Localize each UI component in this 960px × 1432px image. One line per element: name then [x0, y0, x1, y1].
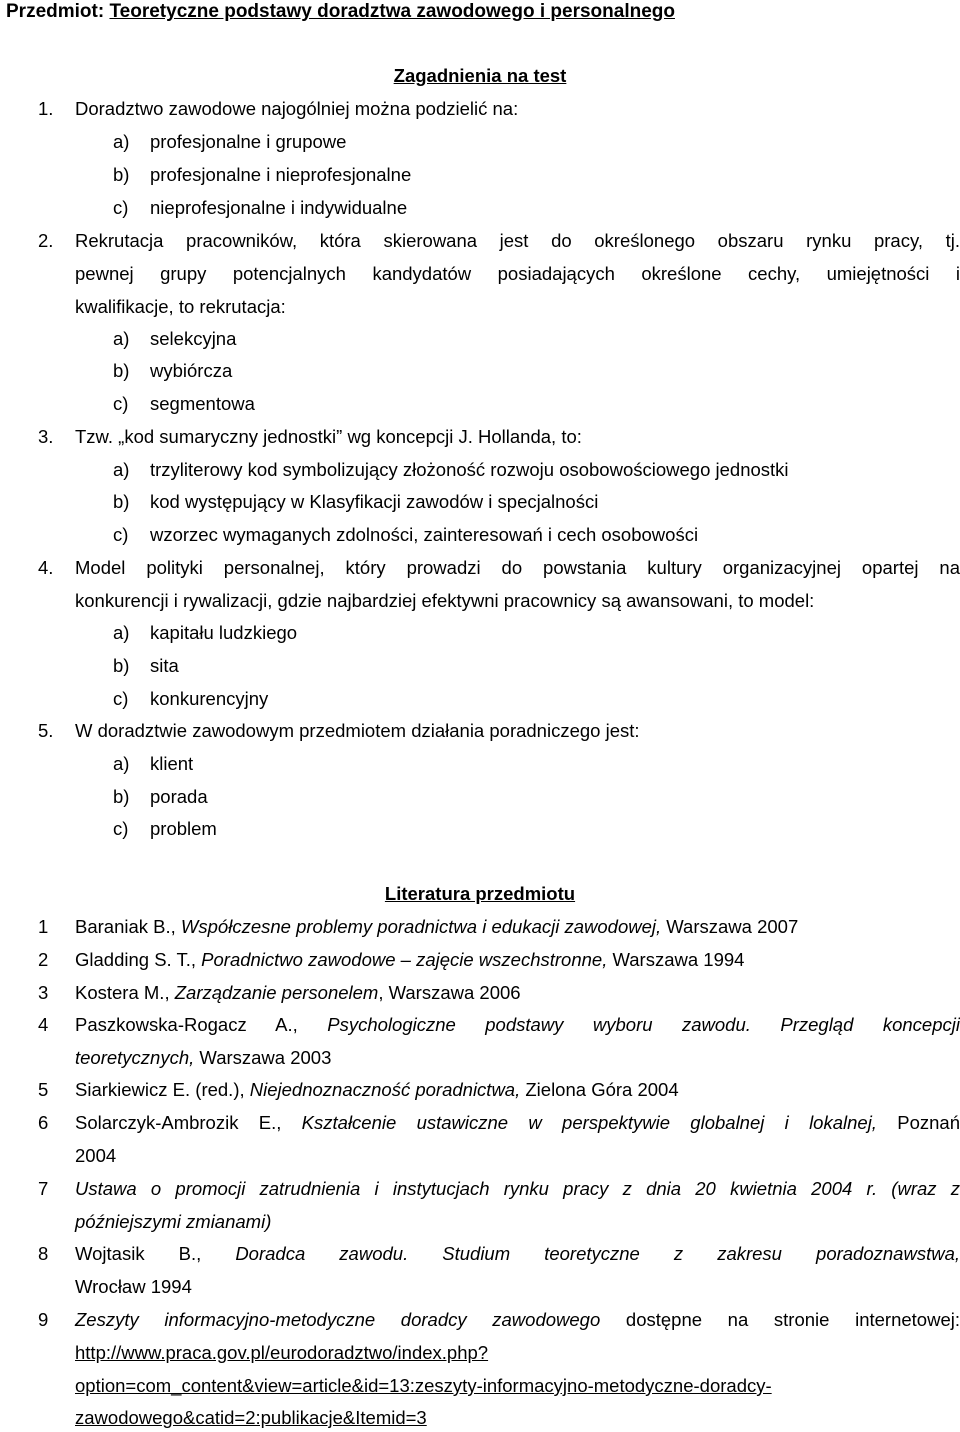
option-text: profesjonalne i grupowe — [150, 131, 347, 152]
literature-text: Zeszyty informacyjno-metodyczne doradcy zawodowego dostępne na stronie internetowej: — [75, 1309, 960, 1330]
literature-text: Siarkiewicz E. (red.), Niejednoznaczność poradnictwa, Zielona Góra 2004 — [75, 1079, 679, 1100]
literature-item — [0, 1078, 960, 1102]
literature-number: 3 — [38, 982, 49, 1003]
answer-option — [0, 752, 960, 776]
option-letter: a) — [113, 328, 130, 349]
answer-option — [0, 130, 960, 154]
literature-item-cont — [0, 1046, 960, 1070]
answer-option — [0, 523, 960, 547]
literature-number: 7 — [38, 1178, 49, 1199]
question-text: Doradztwo zawodowe najogólniej można podzielić na: — [75, 98, 519, 119]
option-text: wzorzec wymaganych zdolności, zainteresowań i cech osobowości — [150, 524, 699, 545]
option-text: problem — [150, 818, 217, 839]
literature-text: Solarczyk-Ambrozik E., Kształcenie ustawiczne w perspektywie globalnej i lokalnej, Poznań — [75, 1112, 960, 1133]
literature-number: 9 — [38, 1309, 49, 1330]
url-link[interactable]: zawodowego&catid=2:publikacje&Itemid=3 — [75, 1407, 427, 1428]
literature-text: Paszkowska-Rogacz A., Psychologiczne podstawy wyboru zawodu. Przegląd koncepcji — [75, 1014, 960, 1035]
url-line[interactable] — [0, 1374, 960, 1398]
answer-option — [0, 359, 960, 383]
question-text-line: konkurencji i rywalizacji, gdzie najbardziej efektywni pracownicy są awansowani, to model: — [75, 590, 815, 611]
literature-item-cont — [0, 1275, 960, 1299]
answer-option — [0, 392, 960, 416]
literature-text: Wojtasik B., Doradca zawodu. Studium teoretyczne z zakresu poradoznawstwa, — [75, 1243, 960, 1264]
option-letter: b) — [113, 491, 130, 512]
option-text: porada — [150, 786, 208, 807]
question-2-cont — [0, 262, 960, 286]
option-text: trzyliterowy kod symbolizujący złożoność rozwoju osobowościowego jednostki — [150, 459, 789, 480]
option-text: kapitału ludzkiego — [150, 622, 298, 643]
answer-option — [0, 654, 960, 678]
option-text: wybiórcza — [150, 360, 233, 381]
question-4 — [0, 556, 960, 580]
option-text: sita — [150, 655, 179, 676]
option-text: segmentowa — [150, 393, 255, 414]
literature-item-cont — [0, 1144, 960, 1168]
option-letter: c) — [113, 393, 129, 414]
literature-text: Wrocław 1994 — [75, 1276, 192, 1297]
option-letter: c) — [113, 688, 129, 709]
question-4-cont — [0, 589, 960, 613]
answer-option — [0, 817, 960, 841]
question-number: 1. — [38, 98, 54, 119]
question-number: 3. — [38, 426, 54, 447]
answer-option — [0, 196, 960, 220]
option-letter: c) — [113, 524, 129, 545]
question-text-line: Model polityki personalnej, który prowadzi do powstania kultury organizacyjnej opartej na — [75, 557, 960, 578]
option-letter: b) — [113, 655, 130, 676]
literature-text: 2004 — [75, 1145, 117, 1166]
subject-title: Teoretyczne podstawy doradztwa zawodowego i personalnego — [109, 1, 675, 22]
literature-heading: Literatura przedmiotu — [384, 883, 576, 904]
subject-line — [6, 0, 675, 24]
literature-item — [0, 1177, 960, 1201]
question-text: Tzw. „kod sumaryczny jednostki” wg koncepcji J. Hollanda, to: — [75, 426, 582, 447]
literature-item — [0, 1111, 960, 1135]
literature-text: teoretycznych, Warszawa 2003 — [75, 1047, 332, 1068]
literature-item — [0, 948, 960, 972]
option-letter: b) — [113, 786, 130, 807]
answer-option — [0, 163, 960, 187]
literature-number: 4 — [38, 1014, 49, 1035]
question-number: 2. — [38, 230, 54, 251]
question-text: W doradztwie zawodowym przedmiotem działania poradniczego jest: — [75, 720, 640, 741]
url-link[interactable]: http://www.praca.gov.pl/eurodoradztwo/index.php? — [75, 1342, 489, 1363]
literature-item — [0, 981, 960, 1005]
test-heading: Zagadnienia na test — [393, 65, 567, 86]
literature-item — [0, 1013, 960, 1037]
option-text: nieprofesjonalne i indywidualne — [150, 197, 408, 218]
question-5 — [0, 719, 960, 743]
question-number: 5. — [38, 720, 54, 741]
question-1 — [0, 97, 960, 121]
answer-option — [0, 490, 960, 514]
question-number: 4. — [38, 557, 54, 578]
question-2 — [0, 229, 960, 253]
subject-label: Przedmiot: — [6, 1, 105, 22]
option-letter: c) — [113, 197, 129, 218]
option-letter: a) — [113, 753, 130, 774]
url-line[interactable] — [0, 1406, 960, 1430]
option-letter: b) — [113, 164, 130, 185]
answer-option — [0, 785, 960, 809]
option-text: klient — [150, 753, 194, 774]
literature-text: Baraniak B., Współczesne problemy poradnictwa i edukacji zawodowej, Warszawa 2007 — [75, 916, 799, 937]
literature-number: 2 — [38, 949, 49, 970]
literature-item — [0, 1308, 960, 1332]
question-3 — [0, 425, 960, 449]
literature-number: 8 — [38, 1243, 49, 1264]
option-text: konkurencyjny — [150, 688, 269, 709]
option-letter: a) — [113, 459, 130, 480]
option-text: kod występujący w Klasyfikacji zawodów i specjalności — [150, 491, 599, 512]
answer-option — [0, 687, 960, 711]
option-text: selekcyjna — [150, 328, 237, 349]
option-letter: c) — [113, 818, 129, 839]
question-text-line: Rekrutacja pracowników, która skierowana jest do określonego obszaru rynku pracy, tj. — [75, 230, 960, 251]
literature-text: Kostera M., Zarządzanie personelem, Warszawa 2006 — [75, 982, 521, 1003]
option-letter: a) — [113, 622, 130, 643]
answer-option — [0, 458, 960, 482]
url-link[interactable]: option=com_content&view=article&id=13:zeszyty-informacyjno-metodyczne-doradcy- — [75, 1375, 772, 1396]
answer-option — [0, 621, 960, 645]
question-text-line: kwalifikacje, to rekrutacja: — [75, 296, 286, 317]
literature-text: późniejszymi zmianami) — [75, 1211, 272, 1232]
question-text-line: pewnej grupy potencjalnych kandydatów posiadających określone cechy, umiejętności i — [75, 263, 960, 284]
literature-text: Gladding S. T., Poradnictwo zawodowe – zajęcie wszechstronne, Warszawa 1994 — [75, 949, 745, 970]
literature-number: 6 — [38, 1112, 49, 1133]
url-line[interactable] — [0, 1341, 960, 1365]
question-2-cont — [0, 295, 960, 319]
literature-text: Ustawa o promocji zatrudnienia i instytucjach rynku pracy z dnia 20 kwietnia 2004 r. (wraz z — [75, 1178, 960, 1199]
option-letter: b) — [113, 360, 130, 381]
literature-number: 1 — [38, 916, 49, 937]
literature-number: 5 — [38, 1079, 49, 1100]
option-letter: a) — [113, 131, 130, 152]
answer-option — [0, 327, 960, 351]
option-text: profesjonalne i nieprofesjonalne — [150, 164, 412, 185]
literature-item-cont — [0, 1210, 960, 1234]
literature-item — [0, 1242, 960, 1266]
literature-item — [0, 915, 960, 939]
